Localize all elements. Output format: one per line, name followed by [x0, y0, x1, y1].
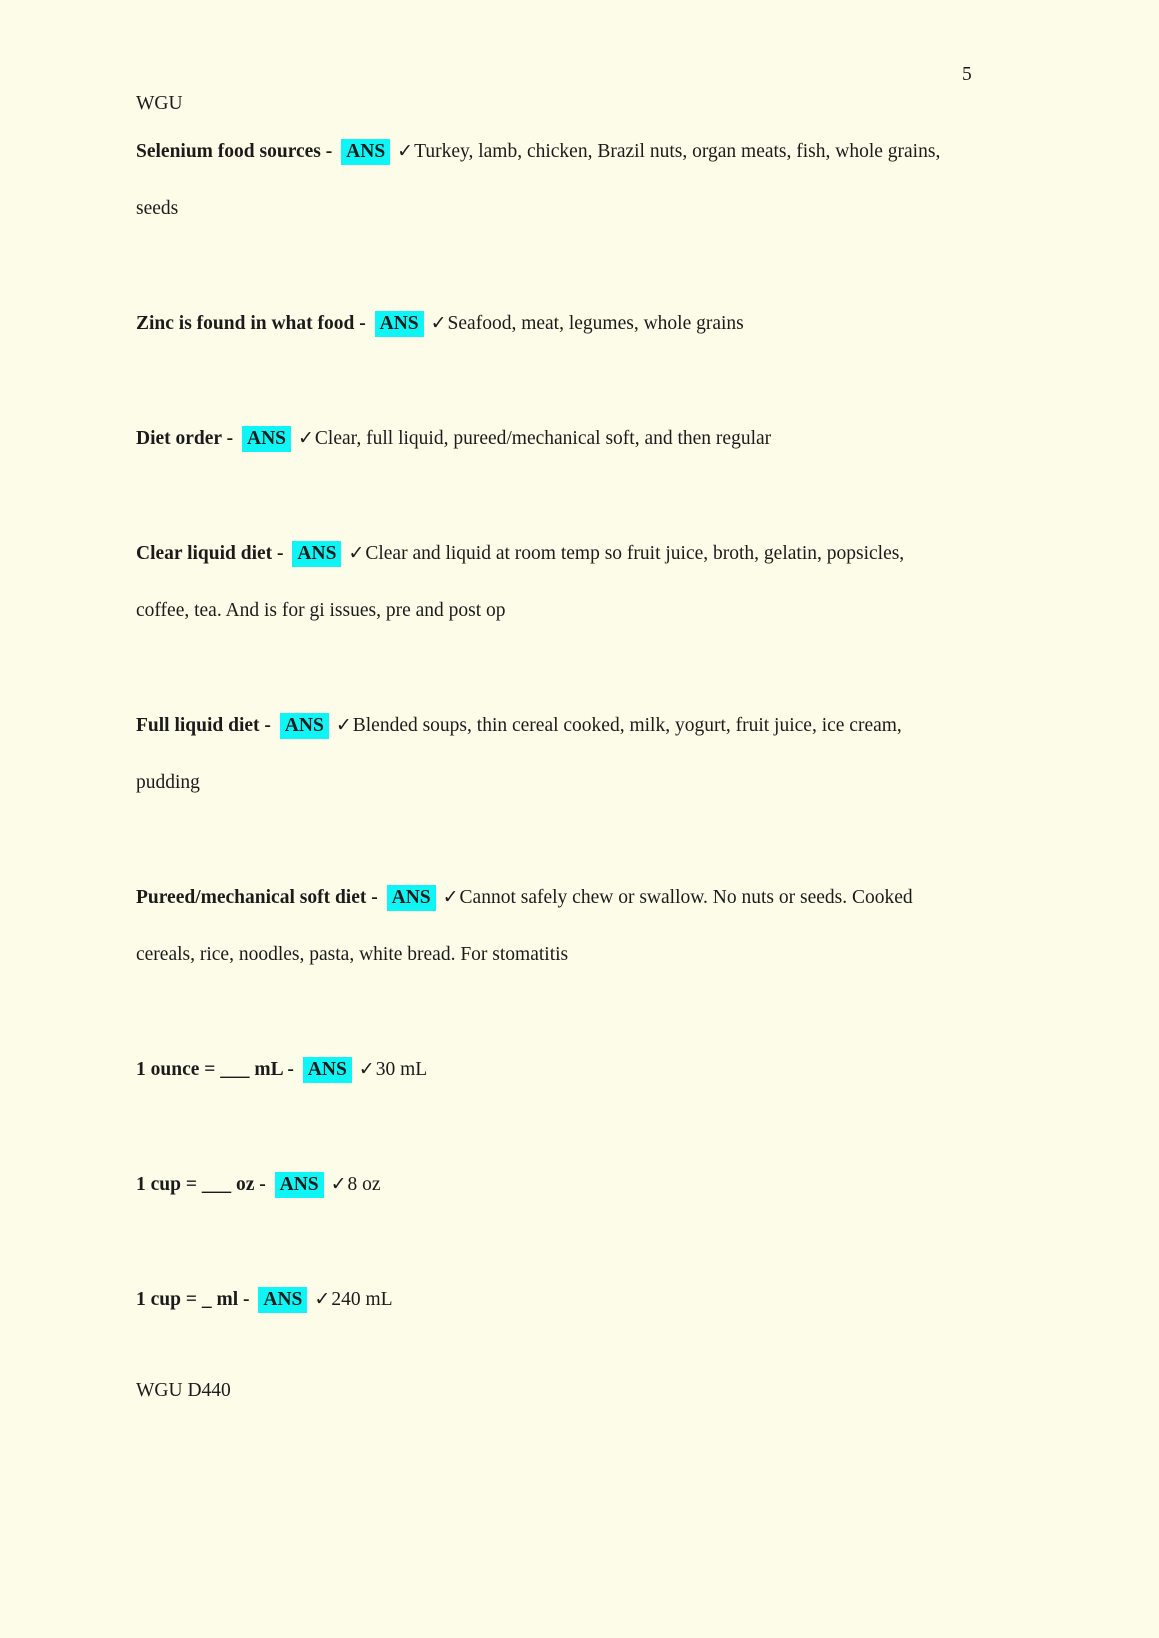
checkmark-icon: ✓	[358, 1059, 375, 1080]
answer-text: Clear, full liquid, pureed/mechanical soft, and then regular	[314, 428, 772, 449]
answer-text: 8 oz	[347, 1174, 381, 1195]
question-text: Pureed/mechanical soft diet -	[136, 887, 383, 908]
qa-line	[136, 123, 956, 237]
qa-line	[136, 697, 956, 811]
qa-item	[136, 410, 956, 467]
answer-text: Seafood, meat, legumes, whole grains	[447, 313, 744, 334]
question-text: Full liquid diet -	[136, 715, 276, 736]
question-text: 1 cup = _ ml -	[136, 1289, 255, 1310]
checkmark-icon: ✓	[298, 428, 314, 449]
ans-highlight: ANS	[280, 713, 329, 739]
question-text: Selenium food sources -	[136, 141, 338, 162]
checkmark-icon: ✓	[330, 1174, 347, 1195]
ans-highlight: ANS	[341, 139, 390, 165]
ans-highlight: ANS	[387, 885, 436, 911]
ans-highlight: ANS	[275, 1172, 324, 1198]
checkmark-icon: ✓	[397, 141, 414, 162]
question-text: 1 cup = ___ oz -	[136, 1174, 271, 1195]
checkmark-icon: ✓	[314, 1289, 331, 1310]
question-text: Clear liquid diet -	[136, 543, 289, 564]
answer-text: 30 mL	[375, 1059, 428, 1080]
qa-item	[136, 123, 956, 237]
page-footer: WGU D440	[136, 1380, 231, 1401]
answer-text: 240 mL	[331, 1289, 393, 1310]
page-header: WGU	[136, 93, 183, 114]
qa-line	[136, 525, 956, 639]
answer-text: Turkey, lamb, chicken, Brazil nuts, organ meats, fish, whole grains, seeds	[136, 141, 941, 219]
qa-item	[136, 1156, 956, 1213]
ans-highlight: ANS	[292, 541, 341, 567]
qa-item	[136, 1041, 956, 1098]
ans-highlight: ANS	[258, 1287, 307, 1313]
checkmark-icon: ✓	[348, 543, 365, 564]
qa-line	[136, 1271, 956, 1328]
checkmark-icon: ✓	[430, 313, 447, 334]
qa-line	[136, 869, 956, 983]
qa-item	[136, 1271, 956, 1328]
question-text: 1 ounce = ___ mL -	[136, 1059, 299, 1080]
qa-line	[136, 1156, 956, 1213]
qa-item	[136, 525, 956, 639]
qa-item	[136, 295, 956, 352]
qa-list	[136, 123, 956, 1328]
page-content	[136, 90, 956, 1386]
checkmark-icon: ✓	[335, 715, 352, 736]
checkmark-icon: ✓	[442, 887, 459, 908]
ans-highlight: ANS	[242, 426, 291, 452]
ans-highlight: ANS	[303, 1057, 352, 1083]
question-text: Zinc is found in what food -	[136, 313, 371, 334]
answer-text: Cannot safely chew or swallow. No nuts or seeds. Cooked cereals, rice, noodles, pasta, white bread. For stomatitis	[136, 887, 913, 965]
qa-line	[136, 295, 956, 352]
answer-text: Blended soups, thin cereal cooked, milk, yogurt, fruit juice, ice cream, pudding	[136, 715, 902, 793]
qa-line	[136, 410, 956, 467]
ans-highlight: ANS	[375, 311, 424, 337]
qa-item	[136, 697, 956, 811]
page-number: 5	[962, 64, 972, 85]
answer-text: Clear and liquid at room temp so fruit juice, broth, gelatin, popsicles, coffee, tea. And is for gi issues, pre and post op	[136, 543, 905, 621]
qa-line	[136, 1041, 956, 1098]
qa-item	[136, 869, 956, 983]
question-text: Diet order -	[136, 428, 238, 449]
